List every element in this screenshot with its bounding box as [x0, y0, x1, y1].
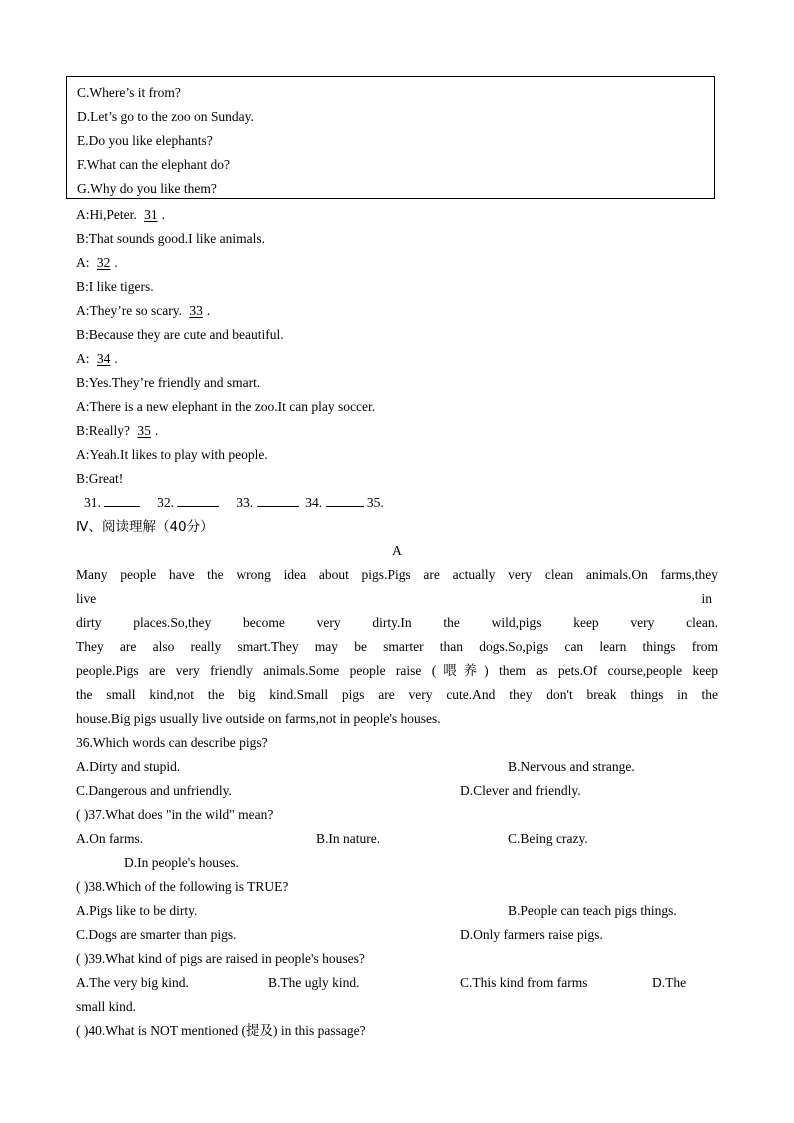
answer-blank-33[interactable] [257, 492, 299, 507]
dialog-line-9: A:There is a new elephant in the zoo.It can play soccer. [76, 399, 376, 414]
blank-32: 32 [96, 255, 111, 270]
q39-option-d-part2: small kind. [76, 999, 136, 1014]
passage-line-5: people.Pigs are very friendly animals.Some people raise (喂养) them as pets.Of course,people keep [76, 663, 718, 678]
question-38: ( )38.Which of the following is TRUE? [76, 879, 289, 894]
question-40: ( )40.What is NOT mentioned (提及) in this passage? [76, 1023, 366, 1038]
q38-option-b: B.People can teach pigs things. [508, 903, 677, 918]
option-f: F.What can the elephant do? [77, 157, 230, 172]
passage-title: A [392, 543, 402, 558]
blank-31: 31 [144, 207, 158, 222]
dialog-line-2: B:That sounds good.I like animals. [76, 231, 265, 246]
dialog-line-10: B:Really? 35 . [76, 419, 158, 443]
dialog-line-6: B:Because they are cute and beautiful. [76, 327, 284, 342]
dialog-line-5: A:They’re so scary. 33 . [76, 299, 210, 323]
blank-34: 34 [96, 351, 111, 366]
dialog-line-7: A: 34 . [76, 347, 118, 371]
passage-line-3: dirty places.So,they become very dirty.In the wild,pigs keep very clean. [76, 615, 718, 630]
option-e: E.Do you like elephants? [77, 133, 213, 148]
question-37: ( )37.What does "in the wild" mean? [76, 807, 274, 822]
dialog-line-1: A:Hi,Peter. 31 . [76, 203, 165, 227]
answer-row: 31. 32. 33. 34. 35. [84, 491, 384, 515]
q38-option-d: D.Only farmers raise pigs. [460, 927, 603, 942]
dialog-line-12: B:Great! [76, 471, 124, 486]
q36-option-b: B.Nervous and strange. [508, 759, 635, 774]
q39-option-d-part1: D.The [652, 975, 687, 990]
answer-blank-34[interactable] [326, 492, 364, 507]
option-c: C.Where’s it from? [77, 85, 181, 100]
q36-option-c: C.Dangerous and unfriendly. [76, 783, 232, 798]
question-36: 36.Which words can describe pigs? [76, 735, 268, 750]
q38-option-c: C.Dogs are smarter than pigs. [76, 927, 237, 942]
q38-option-a: A.Pigs like to be dirty. [76, 903, 198, 918]
q39-option-b: B.The ugly kind. [268, 975, 360, 990]
q36-option-d: D.Clever and friendly. [460, 783, 581, 798]
option-g: G.Why do you like them? [77, 181, 217, 196]
q37-option-b: B.In nature. [316, 831, 381, 846]
options-box [66, 76, 715, 199]
passage-line-1: Many people have the wrong idea about pigs.Pigs are actually very clean animals.On farms,they [76, 567, 718, 582]
answer-blank-32[interactable] [177, 492, 219, 507]
blank-33: 33 [189, 303, 203, 318]
blank-35: 35 [137, 423, 151, 438]
section-title: Ⅳ、阅读理解（40分） [76, 519, 214, 535]
dialog-line-4: B:I like tigers. [76, 279, 154, 294]
q37-option-c: C.Being crazy. [508, 831, 588, 846]
dialog-line-3: A: 32 . [76, 251, 118, 275]
question-39: ( )39.What kind of pigs are raised in people's houses? [76, 951, 365, 966]
dialog-line-11: A:Yeah.It likes to play with people. [76, 447, 268, 462]
q37-option-d: D.In people's houses. [124, 855, 239, 870]
passage-line-4: They are also really smart.They may be smarter than dogs.So,pigs can learn things from [76, 639, 718, 654]
q36-option-a: A.Dirty and stupid. [76, 759, 181, 774]
q37-option-a: A.On farms. [76, 831, 144, 846]
q39-option-a: A.The very big kind. [76, 975, 189, 990]
passage-line-7: house.Big pigs usually live outside on farms,not in people's houses. [76, 711, 441, 726]
dialog-line-8: B:Yes.They’re friendly and smart. [76, 375, 261, 390]
answer-blank-31[interactable] [104, 492, 140, 507]
passage-line-2: live in [76, 591, 712, 606]
q39-option-c: C.This kind from farms [460, 975, 588, 990]
passage-line-6: the small kind,not the big kind.Small pigs are very cute.And they don't break things in the [76, 687, 718, 702]
option-d: D.Let’s go to the zoo on Sunday. [77, 109, 254, 124]
